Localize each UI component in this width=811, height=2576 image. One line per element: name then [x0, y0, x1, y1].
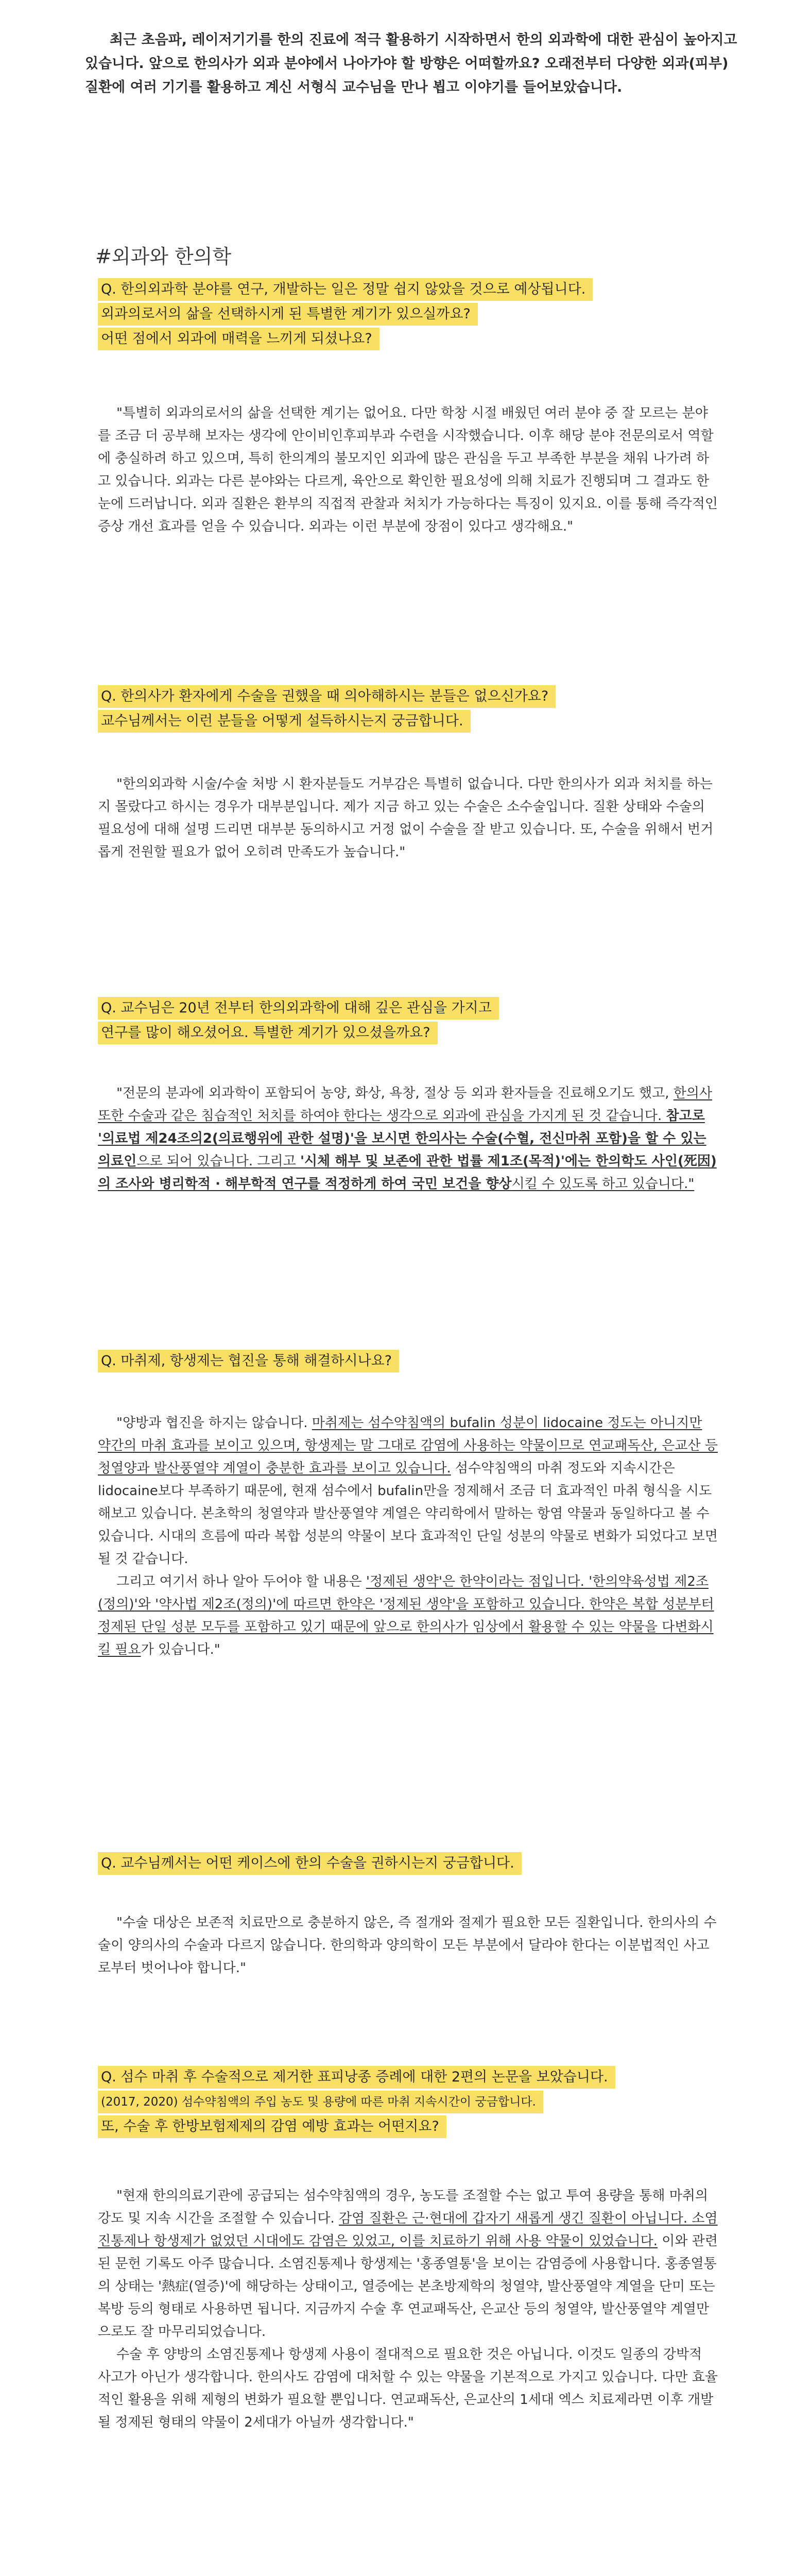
- question-line: Q. 한의외과학 분야를 연구, 개발하는 일은 정말 쉽지 않았을 것으로 예상됩니다.: [98, 278, 593, 301]
- question-line: 어떤 점에서 외과에 매력을 느끼게 되셨나요?: [98, 328, 379, 350]
- answer-text: "전문의 분과에 외과학이 포함되어 농양, 화상, 욕창, 절상 등 외과 환자들을 진료해오기도 했고, 한의사 또한 수술과 같은 침습적인 처치를 하여야 한다는 생각으로 외과에 관심을 가지게 된 것 같습니다. 참고로 '의료법 제24조의2(의료행위에 관한 설명)'을 보시면 한의사는 수술(수혈, 전신마취 포함)을 할 수 있는 의료인으로 되어 있습니다. 그리고 '시체 해부 및 보존에 관한 법률 제1조(목적)'에는 한의학도 사인(死因)의 조사와 병리학적 · 해부학적 연구를 적정하게 하여 국민 보건을 향상시킬 수 있도록 하고 있습니다.": [98, 1086, 717, 1192]
- question-5: [98, 1852, 522, 1877]
- question-line: (2017, 2020) 섬수약침액의 주입 농도 및 용량에 따른 마취 지속시간이 궁금합니다.: [98, 2091, 543, 2113]
- question-6: [98, 2066, 615, 2140]
- question-line: Q. 섬수 마취 후 수술적으로 제거한 표피낭종 증례에 대한 2편의 논문을 보았습니다.: [98, 2066, 615, 2089]
- answer-text: "양방과 협진을 하지는 않습니다. 마취제는 섬수약침액의 bufalin 성분이 lidocaine 정도는 아니지만 약간의 마취 효과를 보이고 있으며, 항생제는 말 그대로 감염에 사용하는 약물이므로 연교패독산, 은교산 등 청열양과 발산풍열약 계열이 충분한 효과를 보이고 있습니다. 섬수약침액의 마취 정도와 지속시간은 lidocaine보다 부족하기 때문에, 현재 섬수에서 bufalin만을 정제해서 조금 더 효과적인 마취 형식을 시도해보고 있습니다. 본초학의 청열약과 발산풍열약 계열은 약리학에서 말하는 항염 약물과 동일하다고 볼 수 있습니다. 시대의 흐름에 따라 복합 성분의 약물이 보다 효과적인 단일 성분의 약물로 변화가 되었다고 보면 될 것 같습니다.: [98, 1415, 718, 1567]
- answer-text: "특별히 외과의로서의 삶을 선택한 계기는 없어요. 다만 학창 시절 배웠던 여러 분야 중 잘 모르는 분야를 조금 더 공부해 보자는 생각에 안이비인후피부과 수련을 시작했습니다. 이후 해당 분야 전문의로서 역할에 충실하려 하고 있으며, 특히 한의계의 불모지인 외과에 많은 관심을 두고 부족한 부분을 채워 나가려 하고 있습니다. 외과는 다른 분야와는 다르게, 육안으로 확인한 필요성에 의해 치료가 진행되며 그 결과도 한눈에 드러납니다. 외과 질환은 환부의 직접적 관찰과 처치가 가능하다는 특징이 있지요. 이를 통해 즉각적인 증상 개선 효과를 얻을 수 있습니다. 외과는 이런 부분에 장점이 있다고 생각해요.": [98, 405, 718, 534]
- question-line: 교수님께서는 이런 분들을 어떻게 설득하시는지 궁금합니다.: [98, 710, 471, 733]
- answer-1: [98, 402, 718, 538]
- answer-text: "한의외과학 시술/수술 처방 시 환자분들도 거부감은 특별히 없습니다. 다만 한의사가 외과 처치를 하는지 몰랐다고 하시는 경우가 대부분입니다. 제가 지금 하고 있는 수술은 소수술입니다. 질환 상태와 수술의 필요성에 대해 설명 드리면 대부분 동의하시고 거정 없이 수술을 잘 받고 있습니다. 또, 수술을 위해서 번거롭게 전원할 필요가 없어 오히려 만족도가 높습니다.": [98, 776, 714, 860]
- answer-text: "수술 대상은 보존적 치료만으로 충분하지 않은, 즉 절개와 절제가 필요한 모든 질환입니다. 한의사의 수술이 양의사의 수술과 다르지 않습니다. 한의학과 양의학이 모든 부분에서 달라야 한다는 이분법적인 사고로부터 벗어나야 합니다.": [98, 1915, 717, 1976]
- question-line: Q. 한의사가 환자에게 수술을 권했을 때 의아해하시는 분들은 없으신가요?: [98, 685, 556, 708]
- answer-5: [98, 1911, 718, 1979]
- answer-3: [98, 1082, 718, 1195]
- question-line: Q. 교수님께서는 어떤 케이스에 한의 수술을 권하시는지 궁금합니다.: [98, 1852, 522, 1875]
- answer-text: 그리고 여기서 하나 알아 두어야 할 내용은 '정제된 생약'은 한약이라는 점입니다. '한의약육성법 제2조(정의)'와 '약사법 제2조(정의)'에 따르면 한약은 '정제된 생약'을 포함하고 있습니다. 한약은 복합 성분부터 정제된 단일 성분 모두를 포함하고 있기 때문에 앞으로 한의사가 임상에서 활용할 수 있는 약물을 다변화시킬 필요가 있습니다.": [98, 1574, 714, 1657]
- answer-6: [98, 2184, 718, 2434]
- question-4: [98, 1350, 399, 1375]
- answer-4: [98, 1412, 718, 1661]
- question-3: [98, 997, 499, 1046]
- question-line: Q. 마취제, 항생제는 협진을 통해 해결하시나요?: [98, 1350, 399, 1372]
- answer-2: [98, 773, 718, 863]
- section-hashtag-heading: #외과와 한의학: [95, 245, 232, 268]
- answer-text: 수술 후 양방의 소염진통제나 항생제 사용이 절대적으로 필요한 것은 아닙니다. 이것도 일종의 강박적 사고가 아닌가 생각합니다. 한의사도 감염에 대처할 수 있는 약물을 기본적으로 가지고 있습니다. 다만 효율적인 활용을 위해 제형의 변화가 필요할 뿐입니다. 연교패독산, 은교산의 1세대 엑스 치료제라면 이후 개발될 정제된 형태의 약물이 2세대가 아닐까 생각합니다.": [98, 2347, 718, 2430]
- question-line: 연구를 많이 해오셨어요. 특별한 계기가 있으셨을까요?: [98, 1022, 438, 1044]
- question-line: 외과의로서의 삶을 선택하시게 된 특별한 계기가 있으실까요?: [98, 303, 478, 326]
- answer-text: "현재 한의의료기관에 공급되는 섬수약침액의 경우, 농도를 조절할 수는 없고 투여 용량을 통해 마취의 강도 및 지속 시간을 조절할 수 있습니다. 감염 질환은 근·현대에 갑자기 새롭게 생긴 질환이 아닙니다. 소염진통제나 항생제가 없었던 시대에도 감염은 있었고, 이를 치료하기 위해 사용 약물이 있었습니다. 이와 관련된 문헌 기록도 아주 많습니다. 소염진통제나 항생제는 '홍종열통'을 보이는 감염증에 사용합니다. 홍종열통의 상태는 '熱症(열증)'에 해당하는 상태이고, 열증에는 본초방제학의 청열약, 발산풍열약 계열을 단미 또는 복방 등의 형태로 사용하면 됩니다. 지금까지 수술 후 연교패독산, 은교산 등의 청열약, 발산풍열약 계열만으로도 잘 마무리되었습니다.: [98, 2188, 718, 2340]
- question-1: [98, 278, 593, 352]
- question-line: Q. 교수님은 20년 전부터 한의외과학에 대해 깊은 관심을 가지고: [98, 997, 499, 1020]
- intro-paragraph: [85, 28, 741, 99]
- question-line: 또, 수술 후 한방보험제제의 감염 예방 효과는 어떤지요?: [98, 2115, 446, 2138]
- question-2: [98, 685, 556, 735]
- intro-text: 최근 초음파, 레이저기기를 한의 진료에 적극 활용하기 시작하면서 한의 외과학에 대한 관심이 높아지고 있습니다. 앞으로 한의사가 외과 분야에서 나아가야 할 방향은 어떠할까요? 오래전부터 다양한 외과(피부) 질환에 여러 기기를 활용하고 계신 서형식 교수님을 만나 뵙고 이야기를 들어보았습니다.: [85, 32, 737, 95]
